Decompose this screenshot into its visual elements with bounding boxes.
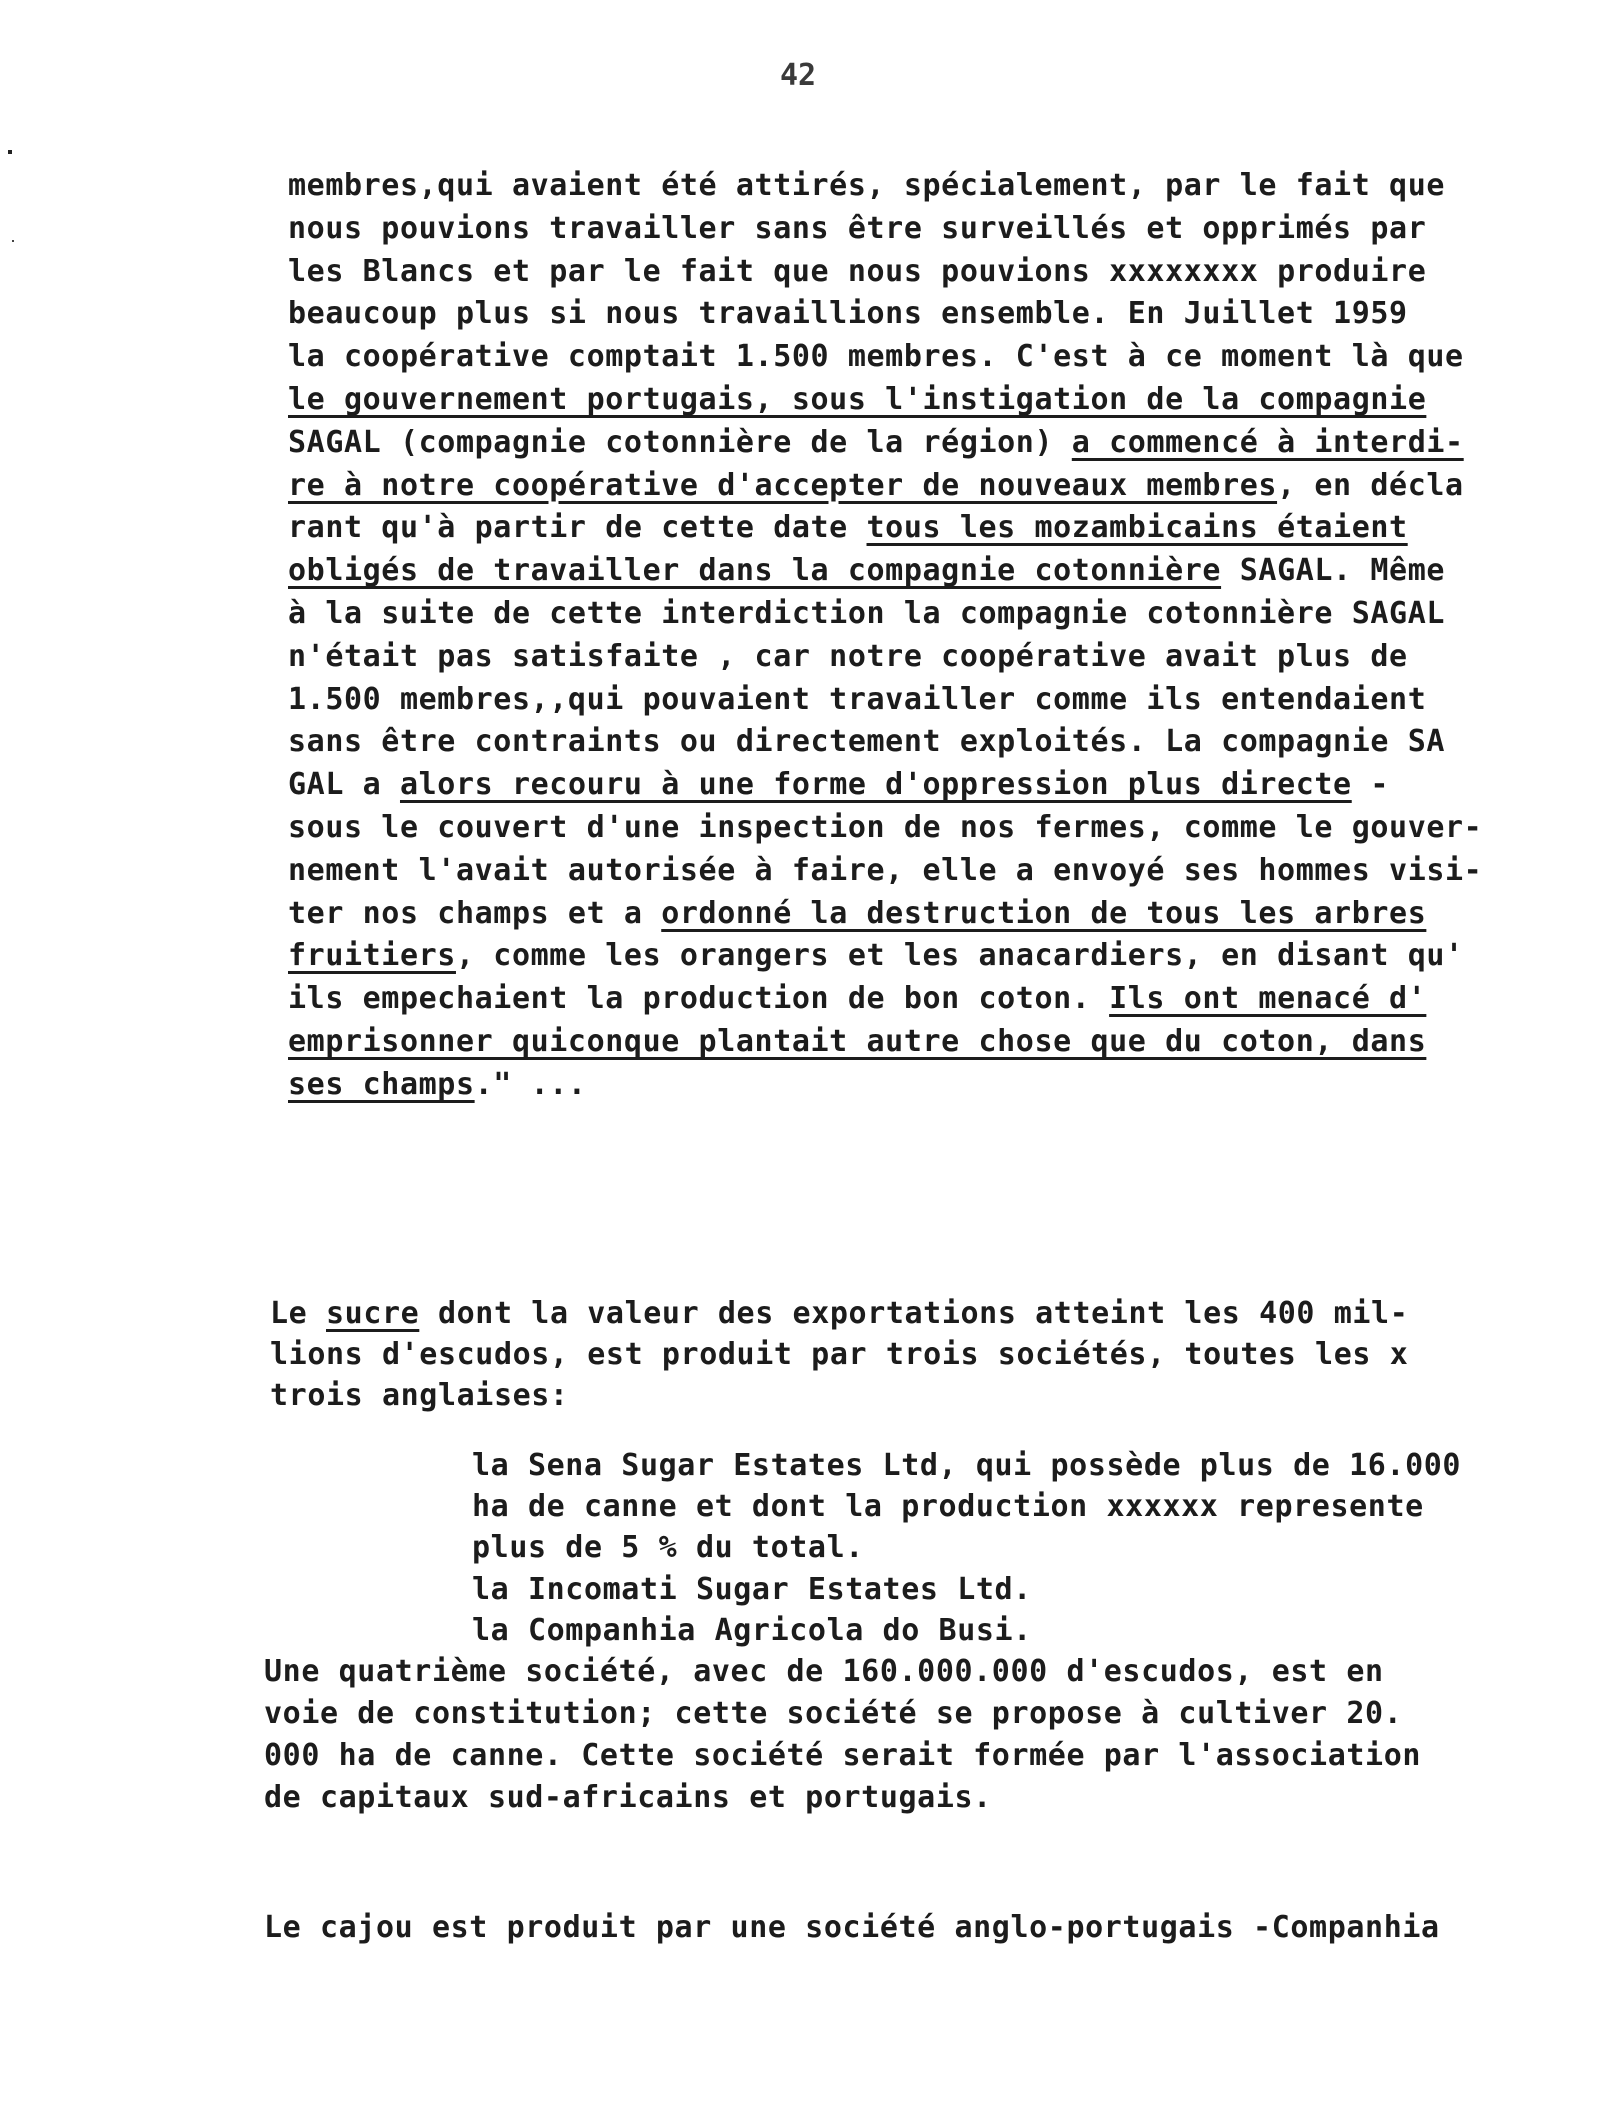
sugar-companies-list-line xyxy=(472,1448,1461,1484)
paragraph-cooperative-line xyxy=(288,724,1445,760)
paragraph-cooperative-line xyxy=(288,510,1408,546)
underlined-text: re à notre coopérative d'accepter de nouveaux membres xyxy=(288,467,1278,503)
paragraph-sugar-line xyxy=(270,1296,1408,1332)
text-segment: Le cajou est produit par une société anglo-portugais -Companhia xyxy=(264,1910,1440,1945)
underlined-text: tous les mozambicains étaient xyxy=(866,510,1408,546)
paragraph-fourth-company-line xyxy=(264,1780,992,1816)
text-segment: la coopérative comptait 1.500 membres. C'est à ce moment là que xyxy=(288,339,1464,375)
margin-mark xyxy=(12,240,14,242)
text-segment: rant qu'à partir de cette date xyxy=(288,510,867,546)
text-segment: nement l'avait autorisée à faire, elle a envoyé ses hommes visi- xyxy=(288,852,1483,888)
paragraph-cooperative-line xyxy=(288,254,1426,290)
paragraph-cajou-line xyxy=(264,1910,1440,1946)
text-segment: ter nos champs et a xyxy=(288,895,662,931)
paragraph-cooperative-line xyxy=(288,938,1464,974)
text-segment: ha de canne et dont la production xyxy=(472,1489,1107,1525)
text-segment: xxxxxx xyxy=(1106,1489,1219,1525)
underlined-text: sucre xyxy=(326,1296,420,1331)
sugar-companies-list-line xyxy=(472,1489,1424,1525)
paragraph-fourth-company-line xyxy=(264,1738,1421,1774)
paragraph-cooperative-line xyxy=(288,211,1426,247)
text-segment: produire xyxy=(1258,253,1427,289)
underlined-text: le gouvernement portugais, sous l'instigation de la compagnie xyxy=(288,382,1427,417)
text-segment: , comme les orangers et les anacardiers, en disant qu' xyxy=(455,938,1464,974)
text-segment: nous pouvions travailler sans être surveillés et opprimés par xyxy=(288,210,1427,246)
paragraph-cooperative-line xyxy=(288,767,1389,803)
underlined-text: ordonné la destruction de tous les arbres xyxy=(661,895,1427,931)
underlined-text: emprisonner quiconque plantait autre chose que du coton, dans xyxy=(288,1024,1427,1059)
underlined-text: fruitiers xyxy=(288,938,456,974)
text-segment: la Incomati Sugar Estates Ltd. xyxy=(472,1571,1032,1607)
paragraph-cooperative-line xyxy=(288,596,1445,632)
sugar-companies-list-line xyxy=(472,1613,1032,1649)
text-segment: 1.500 membres,,qui pouvaient travailler comme ils entendaient xyxy=(288,681,1427,717)
text-segment: Une quatrième société, avec de 160.000.000 d'escudos, est en xyxy=(264,1654,1384,1689)
paragraph-cooperative-line xyxy=(288,168,1445,204)
paragraph-fourth-company-line xyxy=(264,1696,1402,1732)
sugar-companies-list-line xyxy=(472,1530,864,1566)
paragraph-cooperative-line xyxy=(288,853,1482,889)
text-segment: sous le couvert d'une inspection de nos fermes, comme le gouver- xyxy=(288,810,1483,845)
paragraph-cooperative-line xyxy=(288,639,1408,675)
paragraph-sugar-line xyxy=(270,1337,1408,1373)
text-segment: - xyxy=(1351,767,1390,803)
text-segment: ." ... xyxy=(474,1066,587,1102)
text-segment: n'était pas satisfaite , car notre coopérative avait plus de xyxy=(288,638,1408,674)
text-segment: ils empechaient la production de bon coton. xyxy=(288,981,1110,1017)
text-segment: voie de constitution; cette société se propose à cultiver 20. xyxy=(264,1696,1403,1731)
text-segment: à la suite de cette interdiction la compagnie cotonnière SAGAL xyxy=(288,596,1446,631)
sugar-companies-list-line xyxy=(472,1572,1032,1608)
paragraph-cooperative-line xyxy=(288,339,1464,375)
margin-mark xyxy=(8,150,12,154)
text-segment: SAGAL (compagnie cotonnière de la région) xyxy=(288,424,1072,460)
underlined-text: alors recouru à une forme d'oppression plus directe xyxy=(399,767,1352,803)
paragraph-cooperative-line xyxy=(288,296,1408,332)
text-segment: SAGAL. Même xyxy=(1221,553,1446,589)
paragraph-cooperative-line xyxy=(288,553,1445,589)
paragraph-cooperative-line xyxy=(288,382,1426,418)
paragraph-cooperative-line xyxy=(288,1067,587,1103)
text-segment: GAL a xyxy=(288,767,400,803)
underlined-text: Ils ont menacé d' xyxy=(1109,981,1427,1017)
paragraph-cooperative-line xyxy=(288,682,1426,718)
text-segment: plus de 5 % du total. xyxy=(472,1530,864,1566)
paragraph-cooperative-line xyxy=(288,425,1464,461)
paragraph-cooperative-line xyxy=(288,1024,1426,1060)
paragraph-cooperative-line xyxy=(288,810,1482,846)
text-segment: les Blancs et par le fait que nous pouvions xyxy=(288,253,1110,289)
text-segment: , en décla xyxy=(1277,467,1464,503)
text-segment: la Sena Sugar Estates Ltd, qui possède plus de 16.000 xyxy=(472,1448,1462,1483)
text-segment: represente xyxy=(1218,1489,1424,1525)
underlined-text: ses champs xyxy=(288,1066,475,1102)
paragraph-cooperative-line xyxy=(288,468,1464,504)
paragraph-cooperative-line xyxy=(288,981,1426,1017)
text-segment: 000 ha de canne. Cette société serait formée par l'association xyxy=(264,1738,1422,1773)
text-segment: Le xyxy=(270,1296,326,1331)
paragraph-sugar-line xyxy=(270,1378,569,1414)
text-segment: la Companhia Agricola do Busi. xyxy=(472,1612,1032,1648)
text-segment: xxxxxxxx xyxy=(1109,253,1259,289)
page-number: 42 xyxy=(780,58,817,93)
paragraph-fourth-company-line xyxy=(264,1654,1384,1690)
text-segment: lions d'escudos, est produit par trois sociétés, toutes les x xyxy=(270,1337,1409,1372)
text-segment: trois anglaises: xyxy=(270,1378,569,1413)
underlined-text: a commencé à interdi- xyxy=(1071,424,1464,460)
text-segment: beaucoup plus si nous travaillions ensemble. En Juillet 1959 xyxy=(288,296,1408,332)
paragraph-cooperative-line xyxy=(288,896,1426,932)
text-segment: dont la valeur des exportations atteint les 400 mil- xyxy=(419,1296,1409,1331)
text-segment: de capitaux sud-africains et portugais. xyxy=(264,1780,992,1815)
underlined-text: obligés de travailler dans la compagnie cotonnière xyxy=(288,553,1222,589)
text-segment: sans être contraints ou directement exploités. La compagnie SA xyxy=(288,724,1446,760)
text-segment: membres,qui avaient été attirés, spécialement, par le fait que xyxy=(288,168,1446,203)
